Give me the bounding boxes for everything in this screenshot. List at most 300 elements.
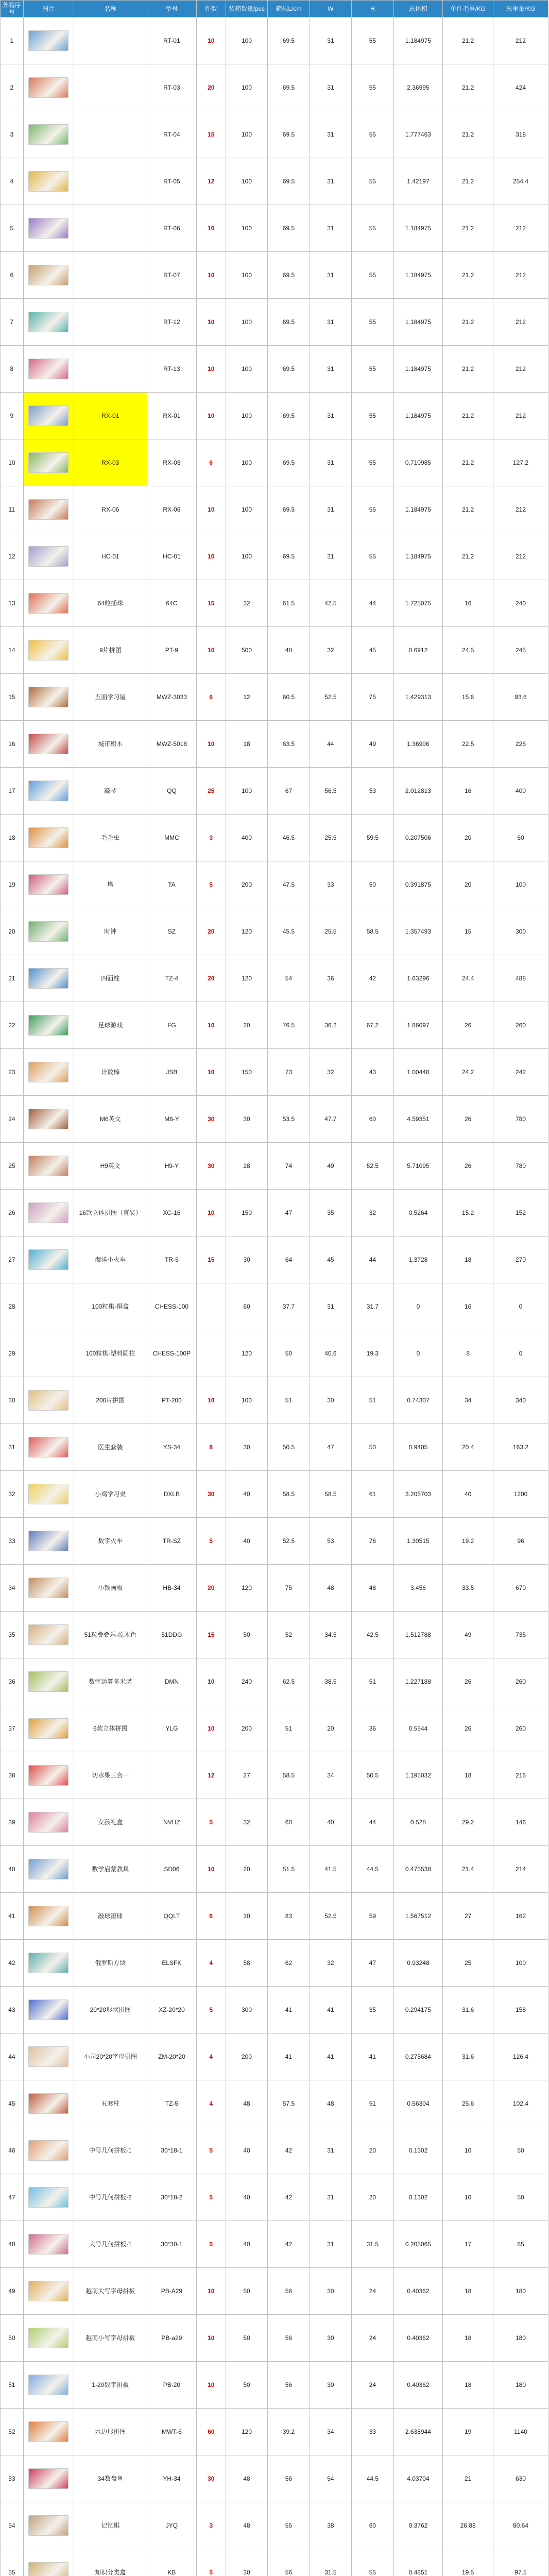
model-cell: JYQ [147, 2502, 197, 2549]
table-row[interactable] [1, 1049, 548, 1096]
name-cell: 6款立体拼图 [74, 1705, 147, 1752]
name-cell [74, 299, 147, 346]
table-row[interactable] [1, 2549, 548, 2576]
width-cell: 52.5 [310, 674, 351, 721]
model-cell [147, 1752, 197, 1799]
length-cell: 41 [268, 2033, 310, 2080]
height-cell: 44 [352, 580, 393, 627]
per-box-cell: 100 [226, 252, 267, 299]
volume-cell: 1.63296 [393, 955, 443, 1002]
volume-cell: 0.56304 [393, 2080, 443, 2127]
carton-no-cell: 19 [1, 861, 24, 908]
model-cell: MMC [147, 815, 197, 861]
height-cell: 50 [352, 861, 393, 908]
length-cell: 50 [268, 1330, 310, 1377]
table-row[interactable] [1, 1518, 548, 1565]
cartons-cell: 10 [196, 721, 226, 768]
table-row[interactable] [1, 627, 548, 674]
name-cell [74, 205, 147, 252]
height-cell: 75 [352, 674, 393, 721]
cartons-cell: 10 [196, 1002, 226, 1049]
unit-weight-cell: 16 [443, 768, 493, 815]
cartons-cell: 10 [196, 1846, 226, 1893]
total-weight-cell: 780 [493, 1143, 548, 1190]
table-row[interactable] [1, 721, 548, 768]
table-row[interactable] [1, 2268, 548, 2315]
table-row[interactable] [1, 1565, 548, 1612]
table-row[interactable] [1, 1471, 548, 1518]
image-cell [23, 1096, 74, 1143]
table-row[interactable] [1, 1987, 548, 2033]
image-cell [23, 439, 74, 486]
model-cell: SZ [147, 908, 197, 955]
total-weight-cell: 318 [493, 111, 548, 158]
per-box-cell: 20 [226, 1846, 267, 1893]
product-thumbnail [28, 2468, 68, 2489]
product-thumbnail [28, 171, 68, 192]
total-weight-cell: 780 [493, 1096, 548, 1143]
total-weight-cell: 126.4 [493, 2033, 548, 2080]
image-cell [23, 1799, 74, 1846]
name-cell: 数字运算多米诺 [74, 1658, 147, 1705]
model-cell: RX-06 [147, 486, 197, 533]
carton-no-cell: 37 [1, 1705, 24, 1752]
carton-no-cell: 26 [1, 1190, 24, 1236]
carton-no-cell: 31 [1, 1424, 24, 1471]
table-row[interactable] [1, 18, 548, 64]
per-box-cell: 30 [226, 1236, 267, 1283]
model-cell: RT-12 [147, 299, 197, 346]
total-weight-cell: 735 [493, 1612, 548, 1658]
product-thumbnail [28, 1671, 68, 1692]
volume-cell: 3.456 [393, 1565, 443, 1612]
product-thumbnail [28, 2046, 68, 2067]
unit-weight-cell: 21.4 [443, 1846, 493, 1893]
model-cell: QQ [147, 768, 197, 815]
name-cell: 小钱画板 [74, 1565, 147, 1612]
image-cell [23, 486, 74, 533]
length-cell: 48 [268, 627, 310, 674]
image-cell [23, 721, 74, 768]
image-cell [23, 1330, 74, 1377]
model-cell: FG [147, 1002, 197, 1049]
per-box-cell: 30 [226, 1424, 267, 1471]
table-row[interactable] [1, 1190, 548, 1236]
volume-cell: 0 [393, 1330, 443, 1377]
unit-weight-cell: 26 [443, 1658, 493, 1705]
unit-weight-cell: 16 [443, 580, 493, 627]
model-cell: HC-01 [147, 533, 197, 580]
per-box-cell: 40 [226, 2221, 267, 2268]
cartons-cell: 15 [196, 1612, 226, 1658]
cartons-cell: 10 [196, 627, 226, 674]
name-cell: 记忆棋 [74, 2502, 147, 2549]
table-row[interactable] [1, 955, 548, 1002]
table-row[interactable] [1, 1143, 548, 1190]
unit-weight-cell: 10 [443, 2127, 493, 2174]
total-weight-cell: 50 [493, 2174, 548, 2221]
per-box-cell: 100 [226, 393, 267, 439]
cartons-cell: 12 [196, 158, 226, 205]
width-cell: 32 [310, 627, 351, 674]
unit-weight-cell: 19.2 [443, 1518, 493, 1565]
unit-weight-cell: 31.6 [443, 1987, 493, 2033]
model-cell: PB-A29 [147, 2268, 197, 2315]
table-row[interactable] [1, 2080, 548, 2127]
length-cell: 37.7 [268, 1283, 310, 1330]
model-cell: XZ-20*20 [147, 1987, 197, 2033]
name-cell: 敲球滚球 [74, 1893, 147, 1940]
width-cell: 38.5 [310, 1658, 351, 1705]
carton-no-cell: 35 [1, 1612, 24, 1658]
table-row[interactable] [1, 908, 548, 955]
table-row[interactable] [1, 346, 548, 393]
per-box-cell: 27 [226, 1752, 267, 1799]
product-thumbnail [28, 1859, 68, 1879]
table-row[interactable] [1, 486, 548, 533]
volume-cell: 1.30515 [393, 1518, 443, 1565]
per-box-cell: 150 [226, 1049, 267, 1096]
table-row[interactable] [1, 674, 548, 721]
unit-weight-cell: 18 [443, 2268, 493, 2315]
carton-no-cell: 11 [1, 486, 24, 533]
height-cell: 60 [352, 1096, 393, 1143]
table-row[interactable] [1, 299, 548, 346]
carton-no-cell: 36 [1, 1658, 24, 1705]
volume-cell: 1.512788 [393, 1612, 443, 1658]
table-body [1, 18, 548, 2576]
width-cell: 31 [310, 111, 351, 158]
table-row[interactable] [1, 393, 548, 439]
carton-no-cell: 33 [1, 1518, 24, 1565]
unit-weight-cell: 21.2 [443, 393, 493, 439]
image-cell [23, 1658, 74, 1705]
col-header-height: H [352, 1, 393, 18]
name-cell: 中号几何拼板-1 [74, 2127, 147, 2174]
table-row[interactable] [1, 158, 548, 205]
product-thumbnail [28, 968, 68, 989]
volume-cell: 1.357493 [393, 908, 443, 955]
image-cell [23, 1049, 74, 1096]
table-row[interactable] [1, 815, 548, 861]
unit-weight-cell: 24.2 [443, 1049, 493, 1096]
cartons-cell: 5 [196, 1987, 226, 2033]
total-weight-cell: 152 [493, 1190, 548, 1236]
height-cell: 55 [352, 346, 393, 393]
table-row[interactable] [1, 1658, 548, 1705]
total-weight-cell: 300 [493, 908, 548, 955]
unit-weight-cell: 15.2 [443, 1190, 493, 1236]
length-cell: 63.5 [268, 721, 310, 768]
per-box-cell: 58 [226, 1940, 267, 1987]
model-cell: TA [147, 861, 197, 908]
height-cell: 31.7 [352, 1283, 393, 1330]
table-row[interactable] [1, 1799, 548, 1846]
image-cell [23, 1424, 74, 1471]
per-box-cell: 30 [226, 1096, 267, 1143]
carton-no-cell: 49 [1, 2268, 24, 2315]
table-row[interactable] [1, 111, 548, 158]
name-cell: 中号几何拼板-2 [74, 2174, 147, 2221]
total-weight-cell: 180 [493, 2362, 548, 2409]
per-box-cell: 50 [226, 2362, 267, 2409]
image-cell [23, 1987, 74, 2033]
product-thumbnail [28, 499, 68, 520]
image-cell [23, 2080, 74, 2127]
total-weight-cell: 225 [493, 721, 548, 768]
total-weight-cell: 0 [493, 1283, 548, 1330]
unit-weight-cell: 18 [443, 1752, 493, 1799]
length-cell: 51 [268, 1377, 310, 1424]
total-weight-cell: 162 [493, 1893, 548, 1940]
width-cell: 49 [310, 1143, 351, 1190]
width-cell: 31 [310, 1283, 351, 1330]
unit-weight-cell: 26 [443, 1096, 493, 1143]
unit-weight-cell: 31.6 [443, 2033, 493, 2080]
carton-no-cell: 38 [1, 1752, 24, 1799]
product-thumbnail [28, 2375, 68, 2395]
table-row[interactable] [1, 1377, 548, 1424]
col-header-carton-no: 外箱序号 [1, 1, 24, 18]
carton-no-cell: 34 [1, 1565, 24, 1612]
model-cell: RX-01 [147, 393, 197, 439]
length-cell: 69.5 [268, 252, 310, 299]
name-cell: 计数棒 [74, 1049, 147, 1096]
table-row[interactable] [1, 1705, 548, 1752]
image-cell [23, 533, 74, 580]
name-cell: 64粒插珠 [74, 580, 147, 627]
unit-weight-cell: 21.2 [443, 18, 493, 64]
length-cell: 69.5 [268, 64, 310, 111]
volume-cell: 1.42197 [393, 158, 443, 205]
per-box-cell: 40 [226, 1518, 267, 1565]
carton-no-cell: 18 [1, 815, 24, 861]
product-thumbnail [28, 1437, 68, 1458]
width-cell: 31 [310, 533, 351, 580]
table-row[interactable] [1, 1612, 548, 1658]
total-weight-cell: 488 [493, 955, 548, 1002]
table-row[interactable] [1, 64, 548, 111]
width-cell: 44 [310, 721, 351, 768]
unit-weight-cell: 22.5 [443, 721, 493, 768]
unit-weight-cell: 49 [443, 1612, 493, 1658]
name-cell: 切水果三合一 [74, 1752, 147, 1799]
length-cell: 47.5 [268, 861, 310, 908]
length-cell: 56 [268, 2455, 310, 2502]
table-row[interactable] [1, 1283, 548, 1330]
name-cell: 51粒叠叠乐-原木色 [74, 1612, 147, 1658]
product-thumbnail [28, 2515, 68, 2536]
model-cell: RT-04 [147, 111, 197, 158]
unit-weight-cell: 26.88 [443, 2502, 493, 2549]
width-cell: 34 [310, 2409, 351, 2455]
volume-cell: 0.205065 [393, 2221, 443, 2268]
table-row[interactable] [1, 768, 548, 815]
width-cell: 48 [310, 2080, 351, 2127]
height-cell: 35 [352, 1987, 393, 2033]
table-row[interactable] [1, 1002, 548, 1049]
per-box-cell: 200 [226, 861, 267, 908]
table-row[interactable] [1, 2502, 548, 2549]
image-cell [23, 2174, 74, 2221]
cartons-cell [196, 1330, 226, 1377]
width-cell: 31 [310, 393, 351, 439]
cartons-cell: 25 [196, 768, 226, 815]
volume-cell: 0.74307 [393, 1377, 443, 1424]
unit-weight-cell: 40 [443, 1471, 493, 1518]
table-row[interactable] [1, 2455, 548, 2502]
carton-no-cell: 50 [1, 2315, 24, 2362]
product-thumbnail [28, 1953, 68, 1973]
model-cell: 64C [147, 580, 197, 627]
model-cell: RT-07 [147, 252, 197, 299]
length-cell: 83 [268, 1893, 310, 1940]
name-cell: 16款立体拼图（直装） [74, 1190, 147, 1236]
carton-no-cell: 53 [1, 2455, 24, 2502]
table-row[interactable] [1, 533, 548, 580]
col-header-image: 图片 [23, 1, 74, 18]
table-row[interactable] [1, 2221, 548, 2268]
carton-no-cell: 27 [1, 1236, 24, 1283]
volume-cell: 0.207506 [393, 815, 443, 861]
carton-no-cell: 8 [1, 346, 24, 393]
height-cell: 44.5 [352, 2455, 393, 2502]
total-weight-cell: 400 [493, 768, 548, 815]
unit-weight-cell: 33.5 [443, 1565, 493, 1612]
height-cell: 55 [352, 158, 393, 205]
product-thumbnail [28, 2421, 68, 2442]
cartons-cell: 10 [196, 1658, 226, 1705]
model-cell: 30*30-1 [147, 2221, 197, 2268]
width-cell: 31 [310, 18, 351, 64]
width-cell: 42.5 [310, 580, 351, 627]
unit-weight-cell: 21.2 [443, 533, 493, 580]
per-box-cell: 30 [226, 2549, 267, 2576]
table-row[interactable] [1, 1424, 548, 1471]
cartons-cell: 10 [196, 1377, 226, 1424]
cartons-cell: 10 [196, 393, 226, 439]
image-cell [23, 299, 74, 346]
per-box-cell: 500 [226, 627, 267, 674]
table-row[interactable] [1, 1330, 548, 1377]
table-row[interactable] [1, 861, 548, 908]
total-weight-cell: 212 [493, 205, 548, 252]
per-box-cell: 50 [226, 1612, 267, 1658]
table-row[interactable] [1, 2315, 548, 2362]
width-cell: 31 [310, 486, 351, 533]
unit-weight-cell: 26 [443, 1705, 493, 1752]
carton-no-cell: 16 [1, 721, 24, 768]
name-cell: RX-06 [74, 486, 147, 533]
table-row[interactable] [1, 2127, 548, 2174]
model-cell: 30*18-1 [147, 2127, 197, 2174]
carton-no-cell: 32 [1, 1471, 24, 1518]
table-row[interactable] [1, 1893, 548, 1940]
table-row[interactable] [1, 2362, 548, 2409]
carton-no-cell: 54 [1, 2502, 24, 2549]
col-header-length: 箱规L/cm [268, 1, 310, 18]
height-cell: 59 [352, 1893, 393, 1940]
unit-weight-cell: 21.2 [443, 64, 493, 111]
image-cell [23, 2033, 74, 2080]
total-weight-cell: 163.2 [493, 1424, 548, 1471]
carton-no-cell: 10 [1, 439, 24, 486]
total-weight-cell: 0 [493, 1330, 548, 1377]
name-cell: 数字火车 [74, 1518, 147, 1565]
height-cell: 76 [352, 1518, 393, 1565]
table-row[interactable] [1, 2409, 548, 2455]
per-box-cell: 100 [226, 1377, 267, 1424]
name-cell: 足球游戏 [74, 1002, 147, 1049]
total-weight-cell: 96 [493, 1518, 548, 1565]
cartons-cell: 10 [196, 486, 226, 533]
width-cell: 47 [310, 1424, 351, 1471]
per-box-cell: 50 [226, 2315, 267, 2362]
image-cell [23, 861, 74, 908]
name-cell: 海洋小火车 [74, 1236, 147, 1283]
height-cell: 31.5 [352, 2221, 393, 2268]
table-row[interactable] [1, 1096, 548, 1143]
table-row[interactable] [1, 1846, 548, 1893]
table-row[interactable] [1, 1940, 548, 1987]
table-row[interactable] [1, 1236, 548, 1283]
image-cell [23, 1940, 74, 1987]
length-cell: 45.5 [268, 908, 310, 955]
name-cell: 六边形拼图 [74, 2409, 147, 2455]
volume-cell: 1.195032 [393, 1752, 443, 1799]
table-row[interactable] [1, 580, 548, 627]
carton-no-cell: 13 [1, 580, 24, 627]
width-cell: 41 [310, 1987, 351, 2033]
image-cell [23, 955, 74, 1002]
volume-cell: 2.012813 [393, 768, 443, 815]
height-cell: 45 [352, 627, 393, 674]
height-cell: 59.5 [352, 815, 393, 861]
height-cell: 19.3 [352, 1330, 393, 1377]
per-box-cell: 48 [226, 2080, 267, 2127]
total-weight-cell: 100 [493, 1940, 548, 1987]
table-row[interactable] [1, 2174, 548, 2221]
per-box-cell: 100 [226, 18, 267, 64]
length-cell: 67 [268, 768, 310, 815]
table-row[interactable] [1, 2033, 548, 2080]
col-header-unit-weight: 单件毛重/KG [443, 1, 493, 18]
table-row[interactable] [1, 1752, 548, 1799]
model-cell: RT-06 [147, 205, 197, 252]
table-row[interactable] [1, 439, 548, 486]
name-cell: 小鸡学习桌 [74, 1471, 147, 1518]
length-cell: 69.5 [268, 393, 310, 439]
model-cell: TZ-4 [147, 955, 197, 1002]
model-cell: ZM-20*20 [147, 2033, 197, 2080]
product-thumbnail [28, 1109, 68, 1129]
height-cell: 55 [352, 439, 393, 486]
table-row[interactable] [1, 252, 548, 299]
table-row[interactable] [1, 205, 548, 252]
product-thumbnail [28, 265, 68, 285]
product-thumbnail [28, 546, 68, 567]
total-weight-cell: 1200 [493, 1471, 548, 1518]
image-cell [23, 1471, 74, 1518]
width-cell: 34 [310, 1752, 351, 1799]
volume-cell: 2.638944 [393, 2409, 443, 2455]
per-box-cell: 50 [226, 2268, 267, 2315]
unit-weight-cell: 19.5 [443, 2549, 493, 2576]
image-cell [23, 205, 74, 252]
width-cell: 31 [310, 439, 351, 486]
per-box-cell: 40 [226, 2127, 267, 2174]
volume-cell: 0.3762 [393, 2502, 443, 2549]
